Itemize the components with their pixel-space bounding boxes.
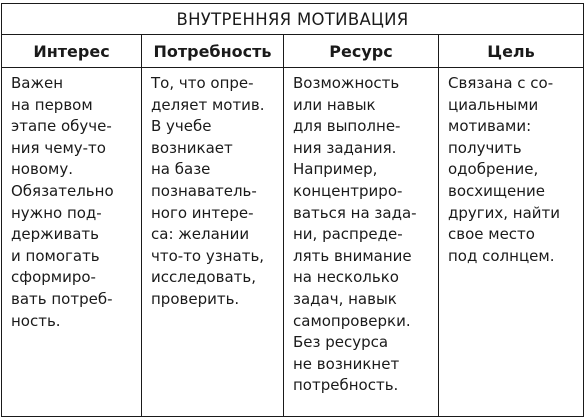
cell-text-line: ного интере-	[151, 203, 254, 222]
cell-text-line: на первом	[11, 95, 93, 114]
cell-text-line: и помогать	[11, 246, 100, 265]
cell-text-line: циальными	[448, 95, 539, 114]
table-title: ВНУТРЕННЯЯ МОТИВАЦИЯ	[2, 4, 583, 35]
column-header-goal: Цель	[487, 41, 535, 61]
cell-interest	[2, 68, 142, 416]
body-row	[2, 68, 583, 416]
cell-text-line: То, что опре-	[151, 74, 254, 92]
cell-text-line: ность.	[11, 311, 61, 330]
column-header-interest: Интерес	[2, 35, 142, 67]
cell-text-line: получить	[448, 138, 522, 157]
cell-text-line: проверить.	[151, 289, 240, 308]
cell-text-line: что-то узнать,	[151, 246, 265, 265]
cell-text-line: мотивами:	[448, 117, 532, 136]
cell-text-line: Важен	[11, 74, 64, 92]
cell-text-line: для выполне-	[293, 117, 401, 136]
motivation-table	[1, 3, 584, 417]
cell-text-line: возникает	[151, 138, 233, 157]
cell-text-line: других, найти	[448, 203, 561, 222]
cell-text-line: ваться на зада-	[293, 203, 417, 222]
cell-text-line: или навык	[293, 95, 376, 114]
cell-text-line: держивать	[11, 225, 99, 244]
cell-text-line: сформиро-	[11, 268, 96, 287]
cell-text-line: Обязательно	[11, 181, 114, 200]
cell-text-line: лять внимание	[293, 246, 412, 265]
cell-text-line: исследовать,	[151, 268, 256, 287]
cell-text-line: ния задания.	[293, 138, 397, 157]
column-header-resource: Ресурс	[284, 35, 439, 67]
cell-text-line: свое место	[448, 225, 535, 244]
cell-text-line: не возникнет	[293, 354, 400, 373]
cell-text-line: нужно под-	[11, 203, 102, 222]
cell-text-line: под солнцем.	[448, 246, 555, 265]
cell-text-line: одобрение,	[448, 160, 539, 179]
cell-goal	[439, 68, 583, 416]
cell-text-line: са: желании	[151, 225, 250, 244]
header-row	[2, 35, 583, 68]
cell-text-line: Связана с со-	[448, 74, 554, 92]
cell-text-line: этапе обуче-	[11, 117, 112, 136]
cell-text-line: В учебе	[151, 117, 212, 136]
cell-text-line: восхищение	[448, 181, 546, 200]
cell-text-line: ни, распреде-	[293, 225, 403, 244]
cell-text-line: вать потреб-	[11, 289, 113, 308]
cell-text-line: концентриро-	[293, 181, 403, 200]
cell-text-line: Например,	[293, 160, 378, 179]
cell-text-line: деляет мотив.	[151, 95, 265, 114]
cell-text-line: самопроверки.	[293, 311, 411, 330]
cell-text-line: потребность.	[293, 376, 399, 395]
cell-text-line: на базе	[151, 160, 211, 179]
cell-text-line: Возможность	[293, 74, 400, 92]
cell-text-line: ния чему-то	[11, 138, 106, 157]
cell-resource	[284, 68, 439, 416]
cell-text-line: на несколько	[293, 268, 399, 287]
cell-text-line: Без ресурса	[293, 333, 389, 352]
cell-text-line: задач, навык	[293, 289, 397, 308]
cell-text-line: познаватель-	[151, 181, 257, 200]
column-header-need: Потребность	[142, 35, 284, 67]
cell-text-line: новому.	[11, 160, 73, 179]
cell-need	[142, 68, 284, 416]
